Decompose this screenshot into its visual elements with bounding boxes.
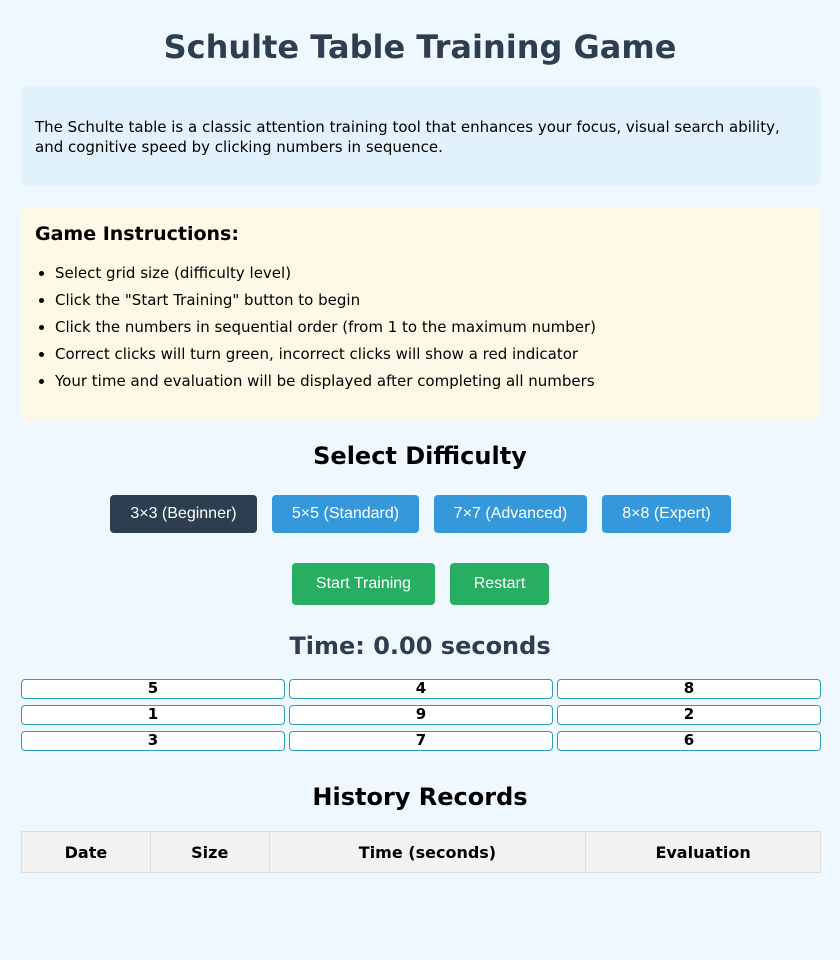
difficulty-7x7-button[interactable]: 7×7 (Advanced) [434, 495, 587, 533]
grid-cell[interactable]: 4 [289, 679, 553, 699]
intro-text: The Schulte table is a classic attention training tool that enhances your focus, visual search ability, and cognitive speed by clicking numbers in sequence. [35, 118, 780, 156]
column-header-date: Date [22, 832, 151, 873]
history-table [21, 831, 821, 873]
instructions-panel [21, 207, 821, 421]
grid-cell[interactable]: 5 [21, 679, 285, 699]
grid-cell[interactable]: 8 [557, 679, 821, 699]
column-header-size: Size [150, 832, 269, 873]
difficulty-5x5-button[interactable]: 5×5 (Standard) [272, 495, 419, 533]
instruction-item: • Select grid size (difficulty level) [55, 260, 807, 287]
schulte-grid [21, 679, 821, 751]
difficulty-3x3-button[interactable]: 3×3 (Beginner) [110, 495, 257, 533]
instruction-item: • Your time and evaluation will be displayed after completing all numbers [55, 368, 807, 395]
grid-cell[interactable]: 9 [289, 705, 553, 725]
page-title: Schulte Table Training Game [163, 28, 677, 66]
intro-panel [21, 86, 821, 186]
instructions-heading: Game Instructions: [35, 223, 239, 245]
instruction-item: • Click the "Start Training" button to begin [55, 287, 807, 314]
grid-cell[interactable]: 6 [557, 731, 821, 751]
timer-display: Time: 0.00 seconds [289, 632, 551, 660]
restart-button[interactable]: Restart [450, 563, 549, 605]
difficulty-heading: Select Difficulty [313, 442, 527, 470]
instruction-item: • Click the numbers in sequential order (from 1 to the maximum number) [55, 314, 807, 341]
grid-cell[interactable]: 1 [21, 705, 285, 725]
history-heading: History Records [312, 783, 528, 811]
start-training-button[interactable]: Start Training [292, 563, 435, 605]
column-header-evaluation: Evaluation [586, 832, 821, 873]
difficulty-8x8-button[interactable]: 8×8 (Expert) [602, 495, 731, 533]
grid-cell[interactable]: 2 [557, 705, 821, 725]
column-header-time: Time (seconds) [269, 832, 586, 873]
instructions-list [35, 260, 807, 395]
instruction-item: • Correct clicks will turn green, incorrect clicks will show a red indicator [55, 341, 807, 368]
history-header-row [22, 832, 821, 873]
grid-cell[interactable]: 3 [21, 731, 285, 751]
grid-cell[interactable]: 7 [289, 731, 553, 751]
